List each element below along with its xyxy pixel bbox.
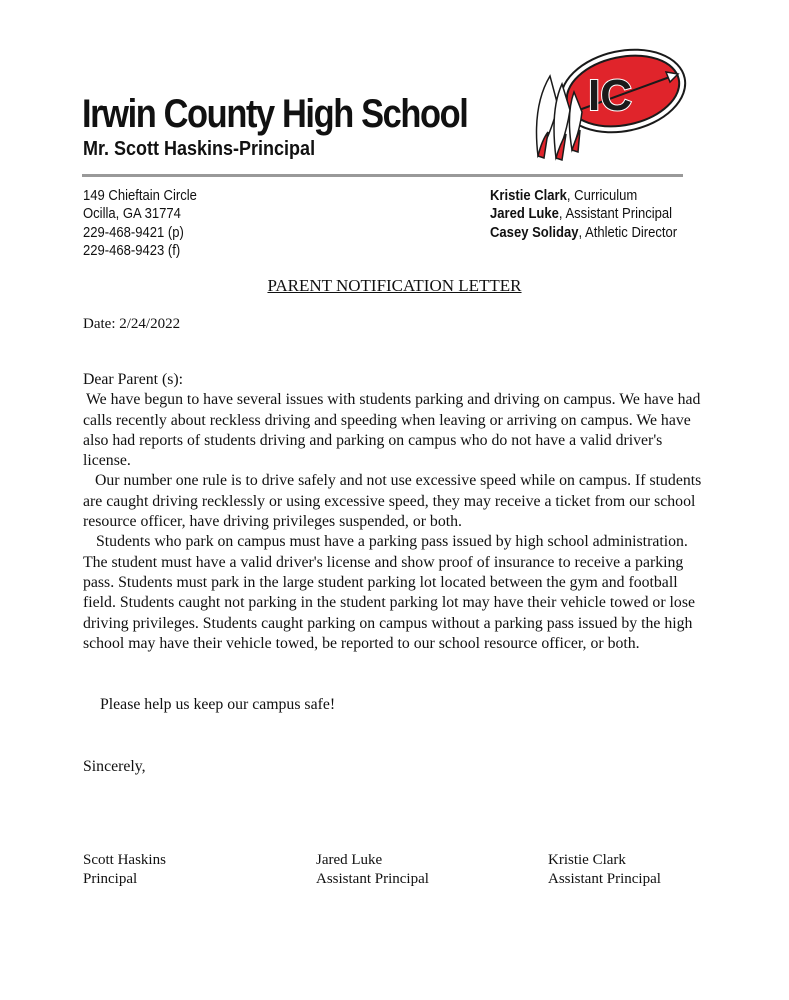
signer-name: Scott Haskins [83,852,166,868]
school-address [83,187,197,260]
staff-list [490,187,677,242]
letter-body [83,370,708,654]
staff-role: , Assistant Principal [558,206,673,223]
staff-name: Kristie Clark [490,188,567,204]
salutation: Dear Parent (s): [83,371,184,388]
school-logo [528,36,688,168]
svg-text:IC: IC [588,71,632,120]
signer-title: Principal [83,870,138,887]
staff-role: , Curriculum [566,188,638,204]
school-name: Irwin County High School [82,92,468,136]
staff-item [490,187,677,205]
signer-name: Jared Luke [316,852,383,868]
body-paragraph: Our number one rule is to drive safely and not use excessive speed while on campus. If students are caught driving recklessly or using excessive speed, they may receive a ticket from our school resource officer, have driving privileges suspended, or both. [83,472,702,531]
signer-title: Assistant Principal [316,870,429,887]
staff-item [490,224,677,242]
date-value: 2/24/2022 [119,316,181,332]
signature-block [83,851,166,888]
address-phone: 229-468-9421 (p) [83,224,184,241]
closing-plea: Please help us keep our campus safe! [100,696,336,713]
letter-heading: PARENT NOTIFICATION LETTER [267,276,522,295]
sign-off: Sincerely, [83,758,146,775]
staff-role: , Athletic Director [578,224,678,241]
signer-name: Kristie Clark [548,852,626,868]
signer-title: Assistant Principal [548,870,661,887]
body-paragraph: We have begun to have several issues with students parking and driving on campus. We have had calls recently about reckless driving and speeding when leaving or arriving on campus. We have also had reports of students driving and parking on campus who do not have a valid driver's license. [83,391,701,470]
date-line [83,316,180,333]
signature-block [316,851,429,888]
signature-block [548,851,661,888]
address-city: Ocilla, GA 31774 [83,206,181,223]
header-divider [82,174,683,177]
date-label: Date: [83,316,120,332]
staff-item [490,205,677,223]
address-fax: 229-468-9423 (f) [83,242,181,259]
principal-line: Mr. Scott Haskins-Principal [83,138,316,160]
staff-name: Casey Soliday [490,224,579,241]
address-street: 149 Chieftain Circle [83,188,197,204]
staff-name: Jared Luke [490,206,559,223]
body-paragraph: Students who park on campus must have a parking pass issued by high school administration. The student must have a valid driver's license and show proof of insurance to receive a parking pass. Students must park in the large student parking lot located between the gym and football field. Students caught not parking in the student parking lot may have their vehicle towed or lose driving privileges. Students caught parking on campus without a parking pass issued by the high school may have their vehicle towed, be reported to our school resource officer, or both. [83,533,695,652]
